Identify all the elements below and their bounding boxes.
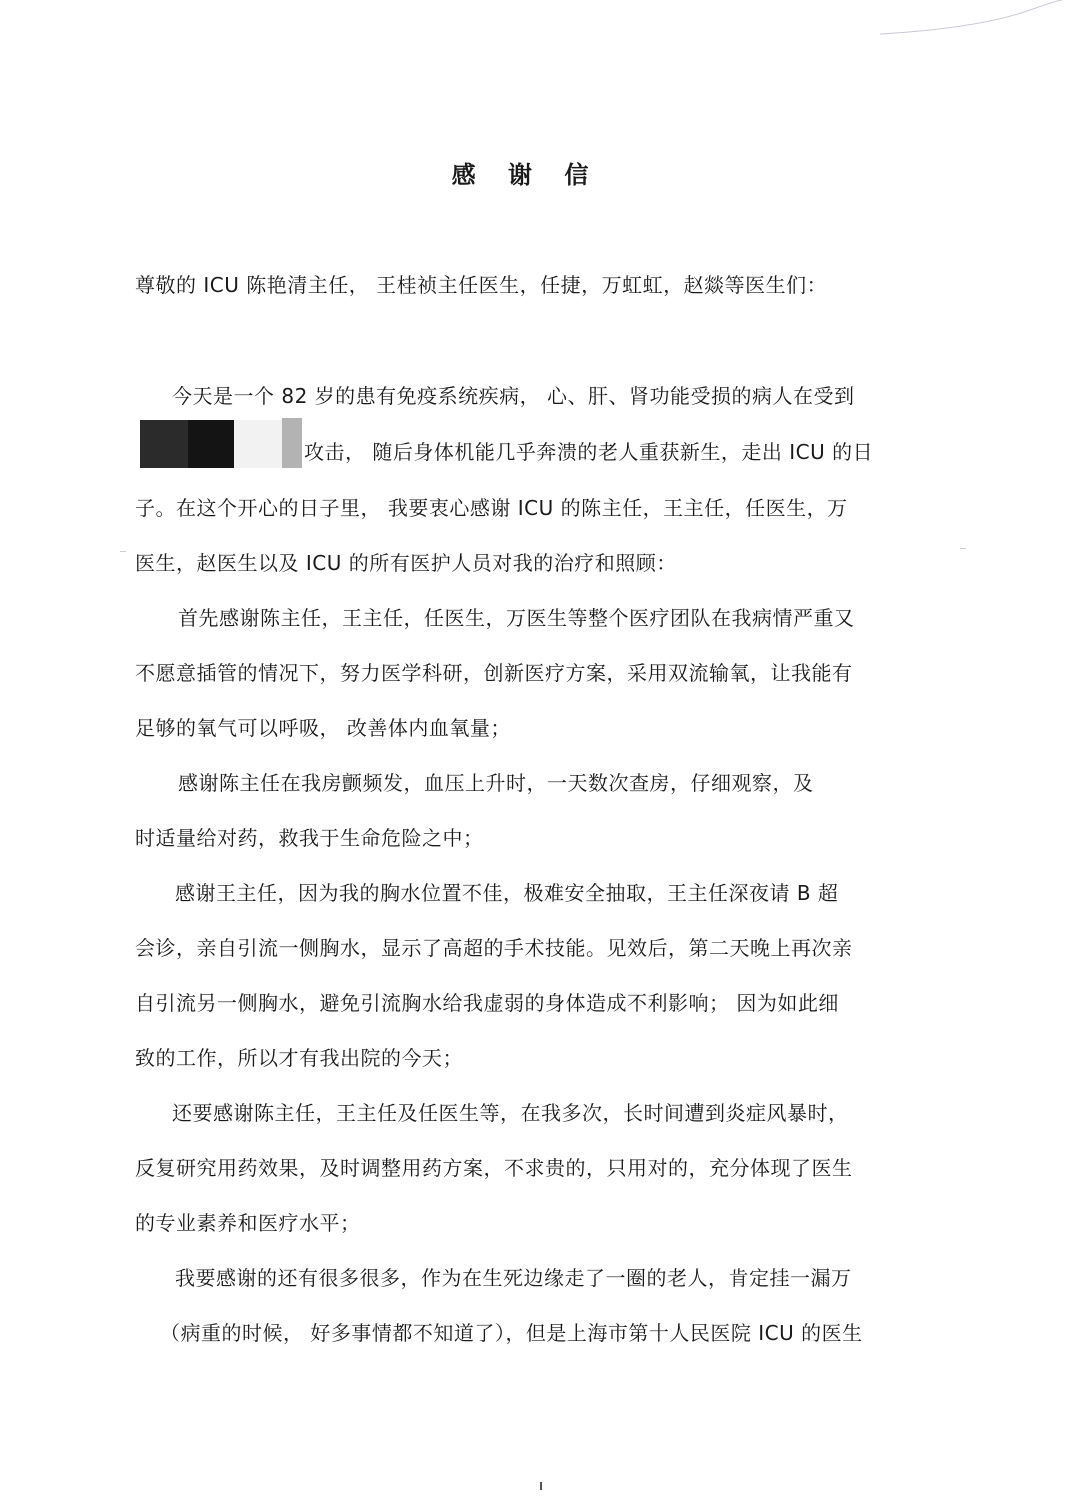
body-line-2: 攻击， 随后身体机能几乎奔溃的老人重获新生，走出 ICU 的日 — [304, 440, 874, 464]
body-line-9: 时适量给对药，救我于生命危险之中； — [135, 826, 484, 850]
scan-speck — [960, 548, 966, 549]
body-line-15: 反复研究用药效果，及时调整用药方案，不求贵的，只用对的，充分体现了医生 — [135, 1156, 853, 1180]
body-line-13: 致的工作，所以才有我出院的今天； — [135, 1046, 463, 1070]
body-line-6: 不愿意插管的情况下，努力医学科研，创新医疗方案，采用双流输氧，让我能有 — [135, 661, 853, 685]
letter-greeting: 尊敬的 ICU 陈艳清主任， 王桂祯主任医生，任捷，万虹虹，赵燚等医生们： — [135, 273, 828, 297]
body-line-3: 子。在这个开心的日子里， 我要衷心感谢 ICU 的陈主任，王主任，任医生，万 — [135, 496, 848, 520]
redaction-block — [234, 420, 282, 468]
redaction-block — [140, 420, 188, 468]
scan-speck — [540, 1482, 542, 1490]
body-line-5: 首先感谢陈主任，王主任，任医生，万医生等整个医疗团队在我病情严重又 — [178, 606, 855, 630]
body-line-4: 医生，赵医生以及 ICU 的所有医护人员对我的治疗和照顾： — [135, 551, 677, 575]
body-line-11: 会诊，亲自引流一侧胸水，显示了高超的手术技能。见效后，第二天晚上再次亲 — [135, 936, 853, 960]
body-line-16: 的专业素养和医疗水平； — [135, 1211, 361, 1235]
body-line-7: 足够的氧气可以呼吸， 改善体内血氧量； — [135, 716, 511, 740]
letter-title: 感 谢 信 — [451, 161, 601, 189]
body-line-18: （病重的时候， 好多事情都不知道了），但是上海市第十人民医院 ICU 的医生 — [160, 1321, 863, 1345]
redaction-block — [188, 420, 234, 468]
body-line-8: 感谢陈主任在我房颤频发，血压上升时，一天数次查房，仔细观察，及 — [178, 771, 814, 795]
scan-speck — [120, 551, 126, 552]
body-line-12: 自引流另一侧胸水，避免引流胸水给我虚弱的身体造成不利影响； 因为如此细 — [135, 991, 839, 1015]
redaction-block — [282, 418, 302, 468]
body-line-14: 还要感谢陈主任，王主任及任医生等，在我多次，长时间遭到炎症风暴时， — [172, 1101, 849, 1125]
body-line-10: 感谢王主任，因为我的胸水位置不佳，极难安全抽取，王主任深夜请 B 超 — [175, 881, 839, 905]
page-fold-edge — [880, 0, 1080, 40]
body-line-1: 今天是一个 82 岁的患有免疫系统疾病， 心、肝、肾功能受损的病人在受到 — [172, 384, 855, 408]
body-line-17: 我要感谢的还有很多很多，作为在生死边缘走了一圈的老人，肯定挂一漏万 — [175, 1266, 852, 1290]
